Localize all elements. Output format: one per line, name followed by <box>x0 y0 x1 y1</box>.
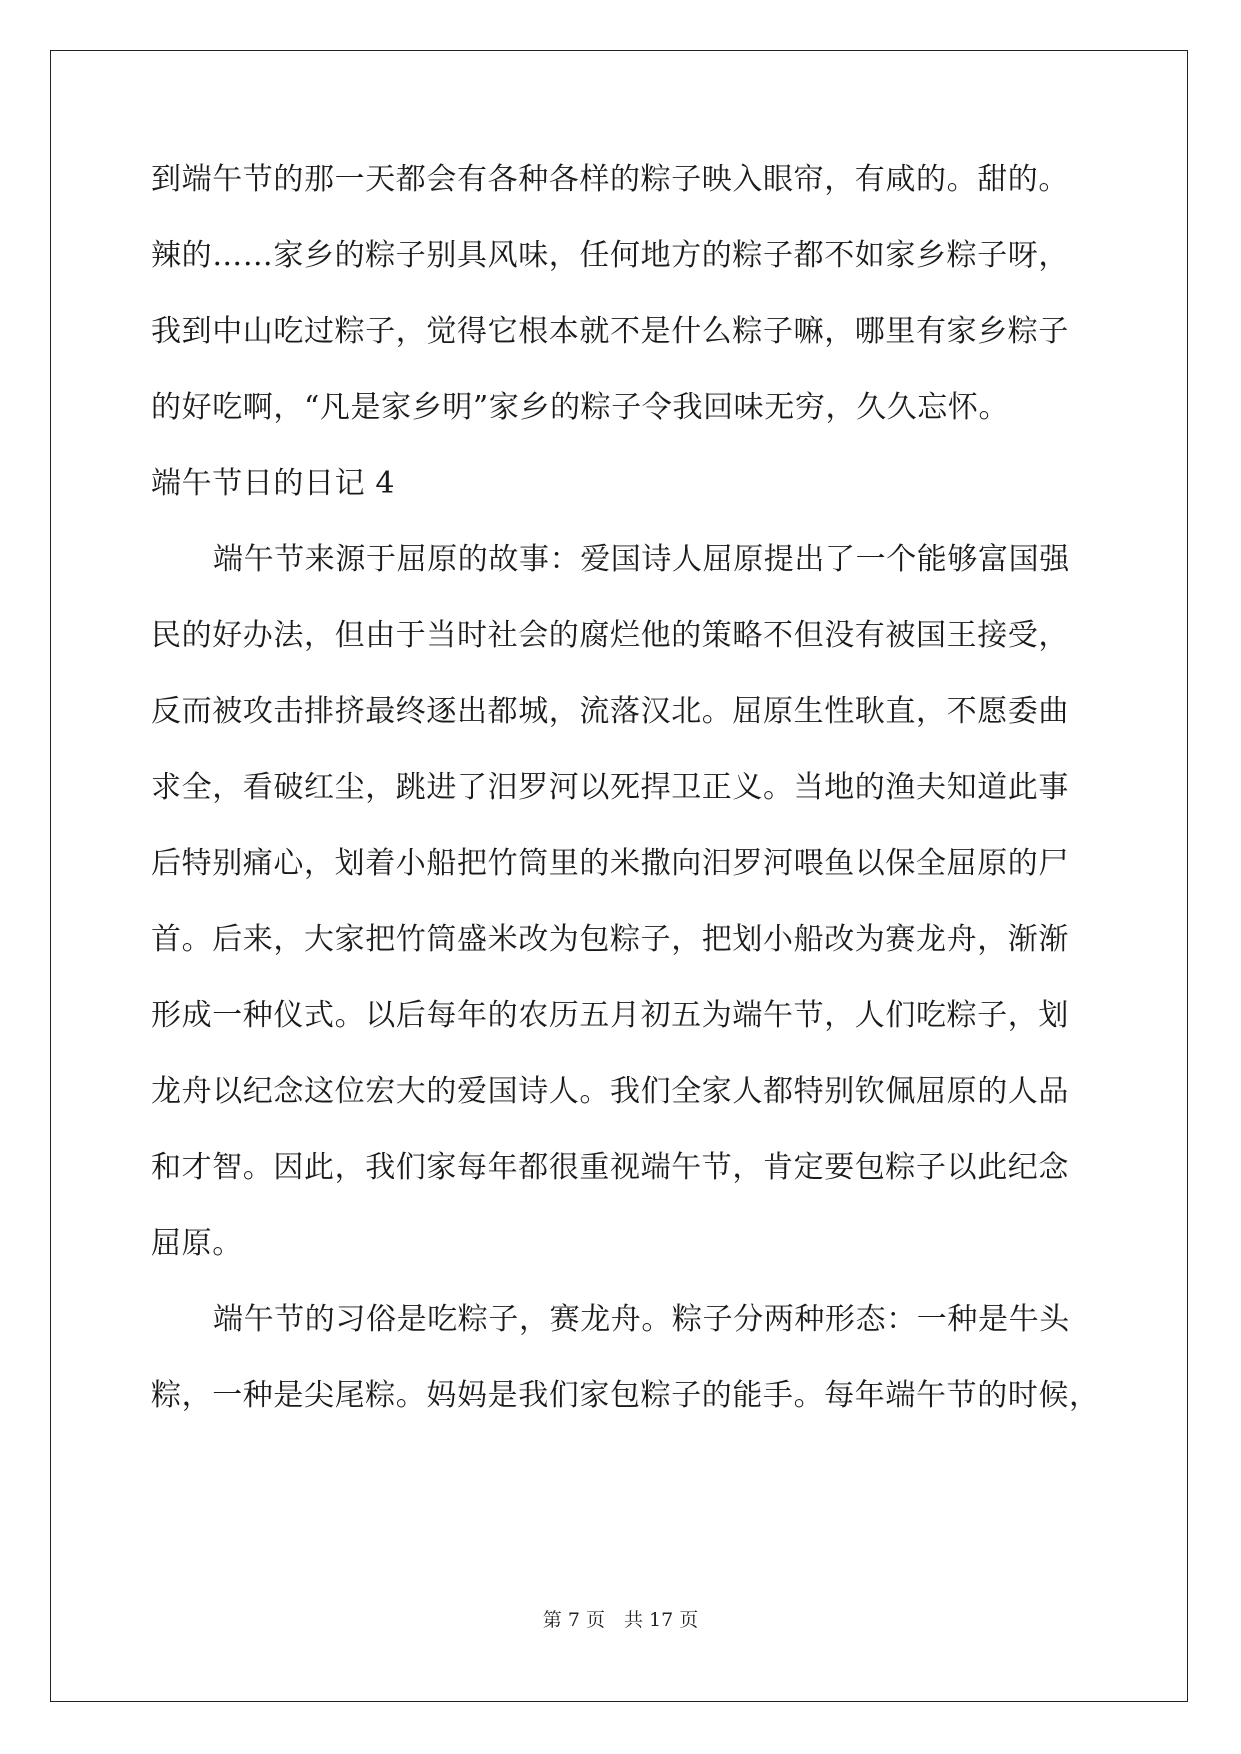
text-line: 屈原。 <box>151 1226 243 1261</box>
text-line: 反而被攻击排挤最终逐出都城，流落汉北。屈原生性耿直，不愿委曲 <box>151 694 1069 729</box>
text-line: 到端午节的那一天都会有各种各样的粽子映入眼帘，有咸的。甜的。 <box>151 162 1069 197</box>
section-title: 端午节日的日记 4 <box>151 466 396 501</box>
text-line: 后特别痛心，划着小船把竹筒里的米撒向汨罗河喂鱼以保全屈原的尸 <box>151 846 1069 881</box>
text-line: 求全，看破红尘，跳进了汨罗河以死捍卫正义。当地的渔夫知道此事 <box>151 770 1069 805</box>
text-line: 民的好办法，但由于当时社会的腐烂他的策略不但没有被国王接受， <box>151 618 1069 653</box>
text-line: 端午节的习俗是吃粽子，赛龙舟。粽子分两种形态：一种是牛头 <box>213 1302 1070 1337</box>
text-line: 形成一种仪式。以后每年的农历五月初五为端午节，人们吃粽子，划 <box>151 998 1069 1033</box>
text-line: 端午节来源于屈原的故事：爱国诗人屈原提出了一个能够富国强 <box>213 542 1070 577</box>
text-line: 我到中山吃过粽子，觉得它根本就不是什么粽子嘛，哪里有家乡粽子 <box>151 314 1069 349</box>
text-line: 的好吃啊，“凡是家乡明”家乡的粽子令我回味无穷，久久忘怀。 <box>151 390 1010 425</box>
text-line: 龙舟以纪念这位宏大的爱国诗人。我们全家人都特别钦佩屈原的人品 <box>151 1074 1069 1109</box>
text-line: 和才智。因此，我们家每年都很重视端午节，肯定要包粽子以此纪念 <box>151 1150 1069 1185</box>
text-line: 粽，一种是尖尾粽。妈妈是我们家包粽子的能手。每年端午节的时候， <box>151 1378 1100 1413</box>
page-number: 第 7 页 共 17 页 <box>542 1609 699 1631</box>
text-line: 辣的……家乡的粽子别具风味，任何地方的粽子都不如家乡粽子呀， <box>151 238 1069 273</box>
text-line: 首。后来，大家把竹筒盛米改为包粽子，把划小船改为赛龙舟，渐渐 <box>151 922 1069 957</box>
